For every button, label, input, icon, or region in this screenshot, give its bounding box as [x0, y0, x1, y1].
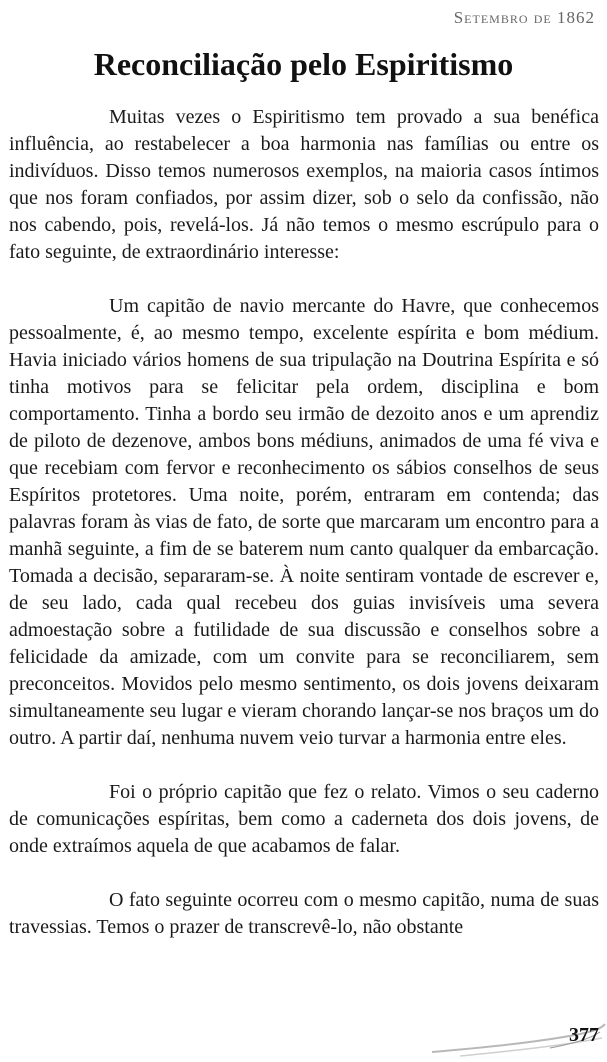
- article-body: [9, 104, 599, 968]
- article-title: Reconciliação pelo Espiritismo: [93, 46, 514, 82]
- paragraph-2: Um capitão de navio mercante do Havre, que conhecemos pessoalmente, é, ao mesmo tempo, excelente espírita e bom médium. Havia iniciado vários homens de sua tripulação na Doutrina Espírita e só tinha motivos para se felicitar pela ordem, disciplina e bom comportamento. Tinha a bordo seu irmão de dezoito anos e um aprendiz de piloto de dezenove, ambos bons médiuns, animados de uma fé viva e que recebiam com fervor e reconhecimento os sábios conselhos de seus Espíritos protetores. Uma noite, porém, entraram em contenda; das palavras foram às vias de fato, de sorte que marcaram um encontro para a manhã seguinte, a fim de se baterem num canto qualquer da embarcação. Tomada a decisão, separaram-se. À noite sentiram vontade de escrever e, de seu lado, cada qual recebeu dos guias invisíveis uma severa admoestação sobre a futilidade de sua discussão e conselhos sobre a felicidade da amizade, com um convite para se reconciliarem, sem preconceitos. Movidos pelo mesmo sentimento, os dois jovens deixaram simultaneamente seu lugar e vieram chorando lançar-se nos braços um do outro. A partir daí, nenhuma nuvem veio turvar a harmonia entre eles.: [9, 295, 599, 749]
- paragraph-3: Foi o próprio capitão que fez o relato. Vimos o seu caderno de comunicações espíritas, bem como a caderneta dos dois jovens, de onde extraímos aquela de que acabamos de falar.: [9, 781, 599, 857]
- paragraph-1: Muitas vezes o Espiritismo tem provado a sua benéfica influência, ao restabelecer a boa harmonia nas famílias ou entre os indivíduos. Disso temos numerosos exemplos, na maioria casos íntimos que nos foram confiados, por assim dizer, sob o selo da confissão, não nos cabendo, pois, revelá-los. Já não temos o mesmo escrúpulo para o fato seguinte, de extraordinário interesse:: [9, 106, 599, 263]
- running-head: Setembro de 1862: [453, 8, 595, 27]
- paragraph-4: O fato seguinte ocorreu com o mesmo capitão, numa de suas travessias. Temos o prazer de transcrevê-lo, não obstante: [9, 889, 599, 938]
- page-number: 377: [569, 1024, 599, 1046]
